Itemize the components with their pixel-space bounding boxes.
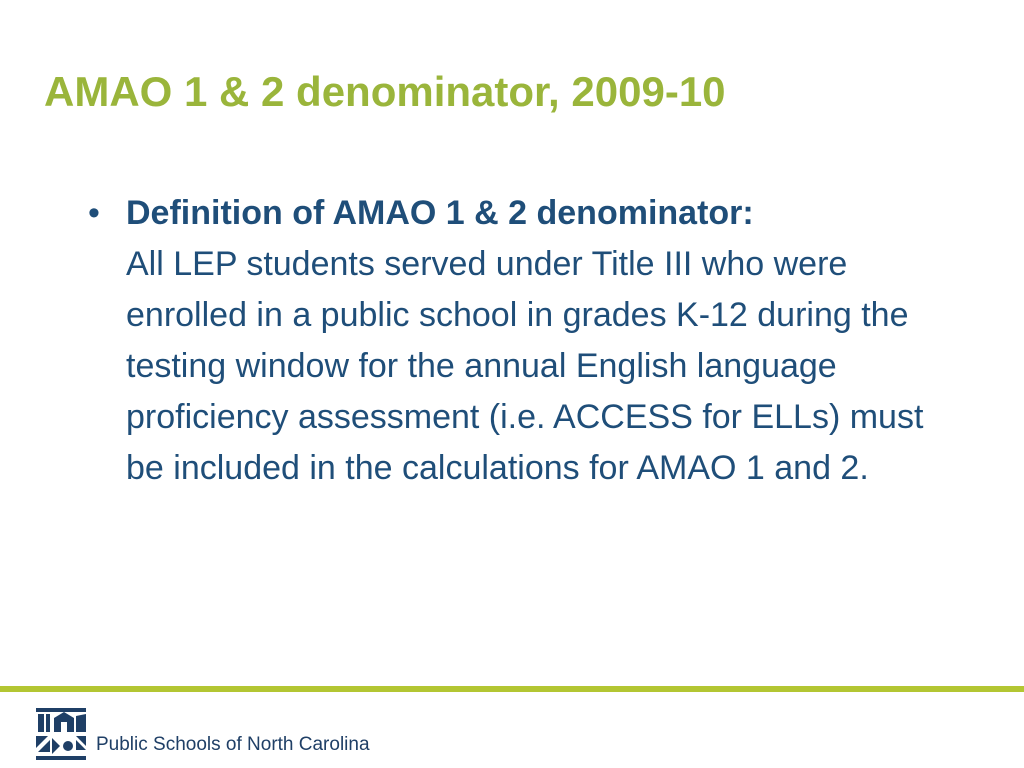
- organization-name: Public Schools of North Carolina: [96, 734, 370, 755]
- bullet-marker: •: [88, 194, 100, 232]
- footer: [34, 700, 370, 762]
- slide-title: AMAO 1 & 2 denominator, 2009-10: [44, 68, 726, 115]
- footer-rule: [0, 686, 1024, 692]
- nc-schools-logo-icon: [34, 706, 88, 762]
- bullet-text: [126, 188, 946, 494]
- definition-heading: Definition of AMAO 1 & 2 denominator:: [126, 194, 754, 232]
- definition-body: All LEP students served under Title III who were enrolled in a public school in grades K-12 during the testing window for the annual English language proficiency assessment (i.e. ACCESS for ELLs) must be included in the calculations for AMAO 1 and 2.: [126, 245, 924, 487]
- bullet-item: [88, 188, 948, 494]
